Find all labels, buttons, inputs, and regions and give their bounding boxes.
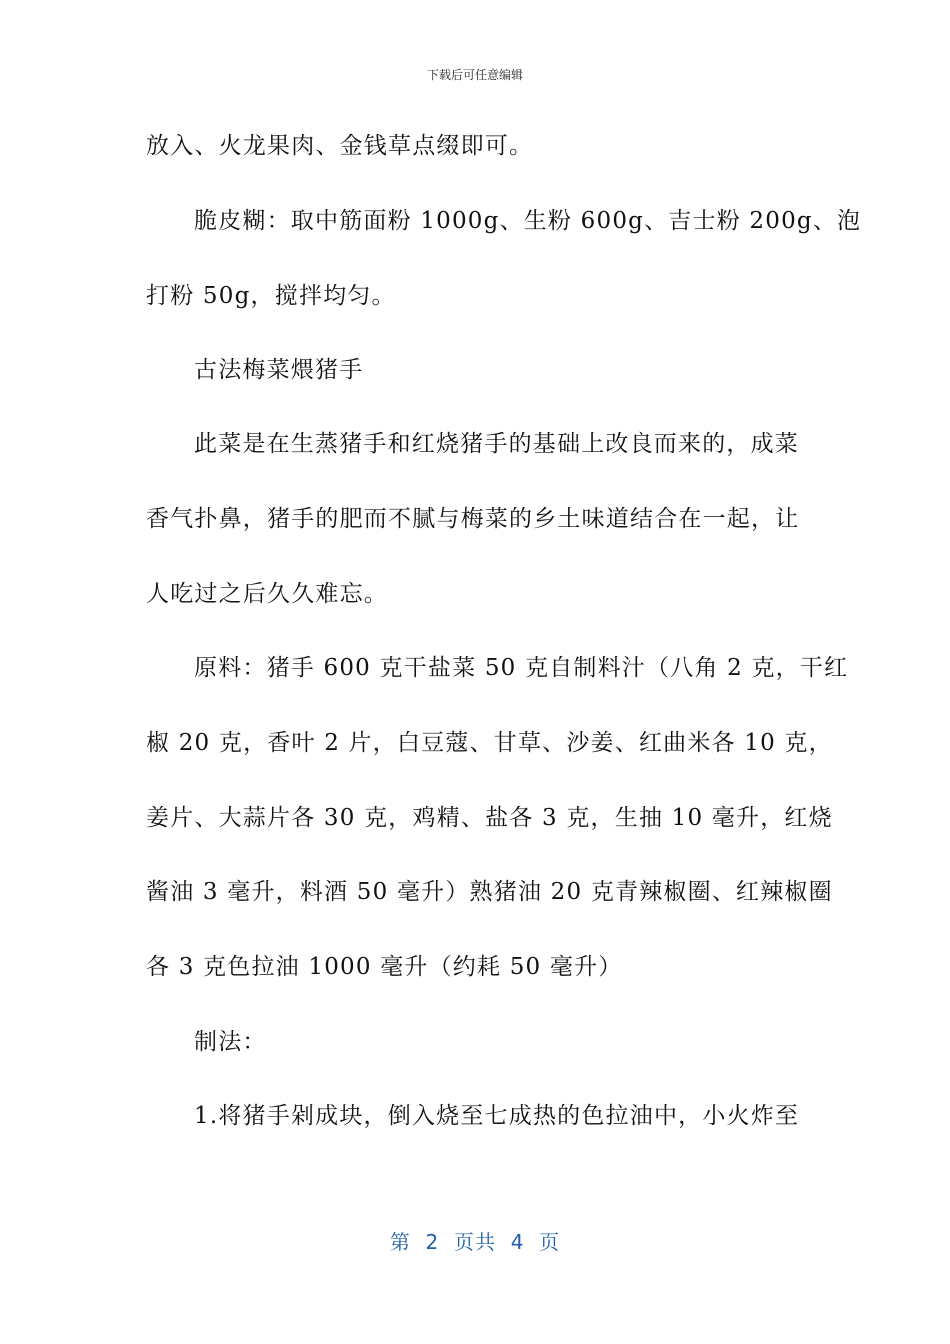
text-line: 各 3 克色拉油 1000 毫升（约耗 50 毫升）	[146, 954, 623, 980]
section-label: 制法：	[194, 1029, 267, 1055]
text-line: 姜片、大蒜片各 30 克，鸡精、盐各 3 克，生抽 10 毫升，红烧	[146, 805, 833, 831]
text-line: 椒 20 克，香叶 2 片，白豆蔻、甘草、沙姜、红曲米各 10 克，	[146, 730, 833, 756]
text-line: 打粉 50g，搅拌均匀。	[146, 283, 396, 309]
header-note: 下载后可任意编辑	[426, 68, 523, 82]
text-line: 1.将猪手剁成块，倒入烧至七成热的色拉油中，小火炸至	[194, 1103, 800, 1129]
text-line: 脆皮糊：取中筋面粉 1000g、生粉 600g、吉士粉 200g、泡	[194, 208, 862, 234]
text-line: 人吃过之后久久难忘。	[146, 581, 388, 607]
text-line: 放入、火龙果肉、金钱草点缀即可。	[146, 133, 534, 159]
text-line: 香气扑鼻，猪手的肥而不腻与梅菜的乡土味道结合在一起，让	[146, 506, 800, 532]
text-line: 原料：猪手 600 克干盐菜 50 克自制料汁（八角 2 克，干红	[194, 655, 849, 681]
page-number: 第 2 页共 4 页	[389, 1230, 561, 1254]
recipe-title: 古法梅菜煨猪手	[194, 357, 364, 383]
text-line: 此菜是在生蒸猪手和红烧猪手的基础上改良而来的，成菜	[194, 431, 799, 457]
text-line: 酱油 3 毫升，料酒 50 毫升）熟猪油 20 克青辣椒圈、红辣椒圈	[146, 879, 833, 905]
